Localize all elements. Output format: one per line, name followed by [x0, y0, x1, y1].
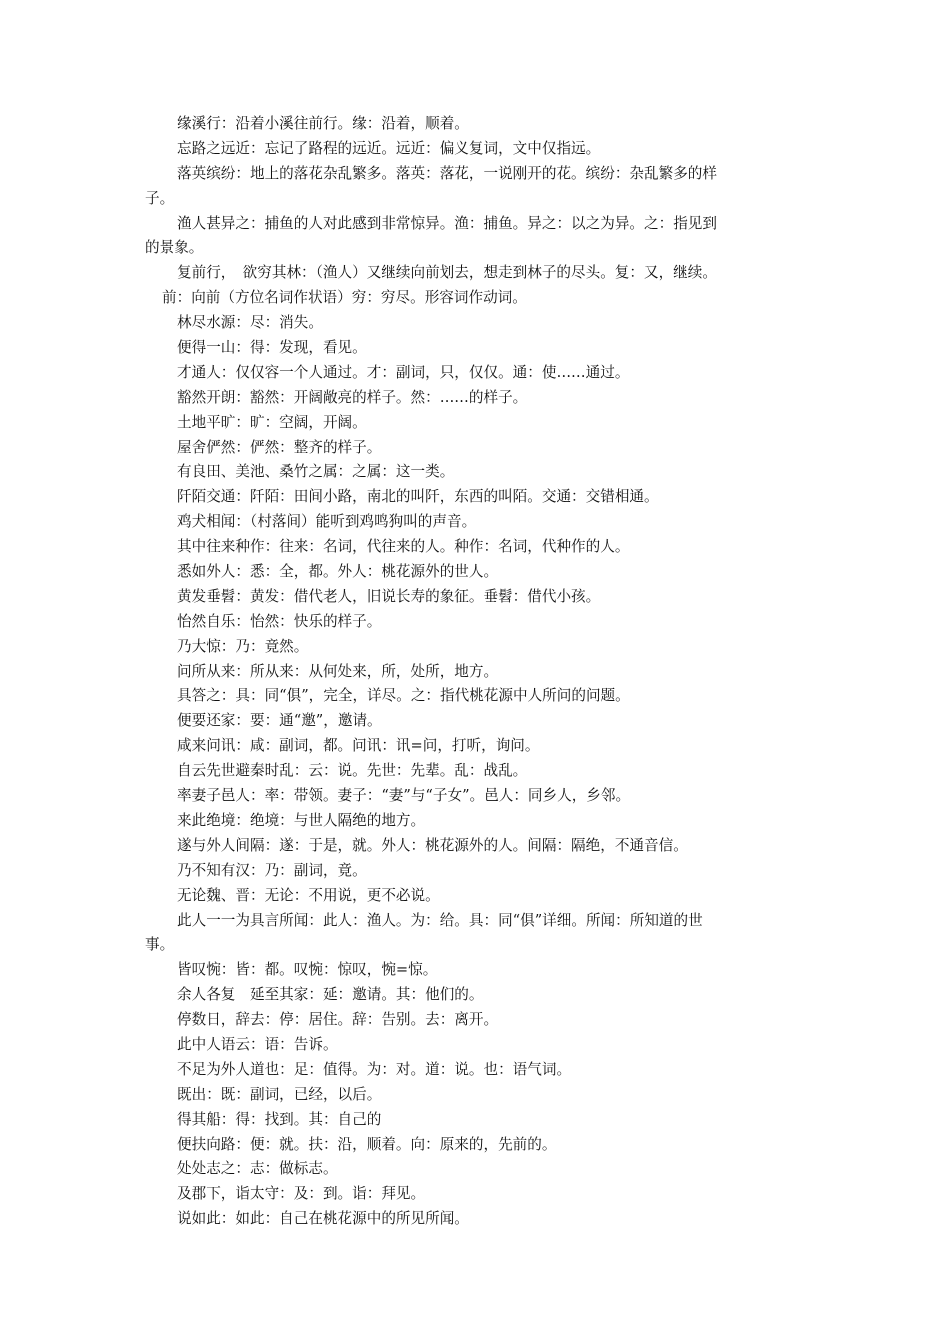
text-line: 渔人甚异之：捕鱼的人对此感到非常惊异。渔：捕鱼。异之：以之为异。之：指见到 [177, 214, 717, 232]
text-line: 余人各复 延至其家：延：邀请。其：他们的。 [177, 986, 484, 1004]
text-line: 忘路之远近：忘记了路程的远近。远近：偏义复词，文中仅指远。 [177, 139, 601, 157]
text-line: 遂与外人间隔：遂：于是，就。外人：桃花源外的人。间隔：隔绝，不通音信。 [177, 836, 688, 854]
text-line: 事。 [145, 936, 175, 954]
text-line: 来此绝境：绝境：与世人隔绝的地方。 [177, 811, 426, 829]
text-line: 得其船：得：找到。其：自己的 [177, 1110, 382, 1128]
text-line: 才通人：仅仅容一个人通过。才：副词，只，仅仅。通：使……通过。 [177, 363, 630, 381]
text-line: 便得一山：得：发现，看见。 [177, 339, 367, 357]
text-line: 落英缤纷：地上的落花杂乱繁多。落英：落花，一说刚开的花。缤纷：杂乱繁多的样 [177, 164, 717, 182]
text-line: 具答之：具：同“俱”，完全，详尽。之：指代桃花源中人所问的问题。 [177, 687, 630, 705]
text-line: 及郡下，诣太守：及：到。诣：拜见。 [177, 1185, 426, 1203]
text-line: 阡陌交通：阡陌：田间小路，南北的叫阡，东西的叫陌。交通：交错相通。 [177, 488, 659, 506]
text-line: 既出：既：副词，已经，以后。 [177, 1085, 382, 1103]
annotation-text-body [145, 112, 810, 1232]
text-line: 皆叹惋：皆：都。叹惋：惊叹，惋=惊。 [177, 961, 438, 979]
text-line: 便要还家：要：通“邀”，邀请。 [177, 712, 382, 730]
text-line: 怡然自乐：怡然：快乐的样子。 [177, 612, 382, 630]
text-line: 处处志之：志：做标志。 [177, 1160, 338, 1178]
text-line: 此人一一为具言所闻：此人：渔人。为：给。具：同“俱”详细。所闻：所知道的世 [177, 911, 703, 929]
text-line: 率妻子邑人：率：带领。妻子：“妻”与“子女”。邑人：同乡人，乡邻。 [177, 787, 631, 805]
text-line: 悉如外人：悉：全，都。外人：桃花源外的世人。 [177, 563, 499, 581]
text-line: 说如此：如此：自己在桃花源中的所见所闻。 [177, 1210, 469, 1228]
text-line: 其中往来种作：往来：名词，代往来的人。种作：名词，代种作的人。 [177, 538, 630, 556]
text-line: 自云先世避秦时乱：云：说。先世：先辈。乱：战乱。 [177, 762, 528, 780]
text-line: 豁然开朗：豁然：开阔敞亮的样子。然：……的样子。 [177, 388, 528, 406]
text-line: 有良田、美池、桑竹之属：之属：这一类。 [177, 463, 455, 481]
text-line: 复前行， 欲穷其林：（渔人）又继续向前划去，想走到林子的尽头。复：又，继续。 [177, 264, 717, 282]
text-line: 鸡犬相闻：（村落间）能听到鸡鸣狗叫的声音。 [177, 513, 477, 531]
text-line: 乃大惊：乃：竟然。 [177, 637, 309, 655]
text-line: 屋舍俨然：俨然：整齐的样子。 [177, 438, 382, 456]
text-line: 不足为外人道也：足：值得。为：对。道：说。也：语气词。 [177, 1060, 572, 1078]
text-line: 的景象。 [145, 239, 204, 257]
text-line: 停数日，辞去：停：居住。辞：告别。去：离开。 [177, 1011, 499, 1029]
text-line: 缘溪行：沿着小溪往前行。缘：沿着，顺着。 [177, 115, 469, 132]
text-line: 黄发垂髫：黄发：借代老人，旧说长寿的象征。垂髫：借代小孩。 [177, 587, 601, 605]
text-line: 问所从来：所从来：从何处来，所，处所，地方。 [177, 662, 499, 680]
text-line: 前：向前（方位名词作状语）穷：穷尽。形容词作动词。 [162, 289, 527, 307]
text-line: 便扶向路：便：就。扶：沿，顺着。向：原来的，先前的。 [177, 1135, 557, 1153]
text-line: 此中人语云：语：告诉。 [177, 1035, 338, 1053]
text-line: 土地平旷：旷：空阔，开阔。 [177, 413, 367, 431]
text-line: 乃不知有汉：乃：副词，竟。 [177, 861, 367, 879]
text-line: 咸来问讯：咸：副词，都。问讯：讯=问，打听，询问。 [177, 737, 540, 755]
text-line: 林尽水源：尽：消失。 [177, 314, 323, 332]
text-line: 子。 [145, 189, 175, 207]
text-line: 无论魏、晋：无论：不用说，更不必说。 [177, 886, 440, 904]
